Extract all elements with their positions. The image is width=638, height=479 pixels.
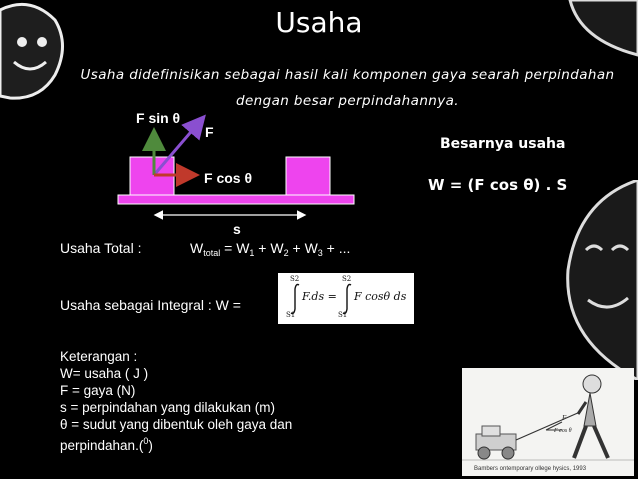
integral-body-1: F.ds = <box>302 290 337 303</box>
photo-label-fcos: F cos θ <box>554 428 572 434</box>
integral-body-2: F cosθ ds <box>354 290 407 303</box>
label-f-sin-theta: F sin θ <box>136 110 181 126</box>
photo-caption: Bambers ontemporary ollege hysics, 1993 <box>474 466 587 472</box>
w2-subscript: 2 <box>283 248 289 258</box>
label-f-cos-theta: F cos θ <box>204 170 253 186</box>
w3-subscript: 3 <box>317 248 323 258</box>
integral-upper-1: S2 <box>290 275 300 283</box>
slide-title: Usaha <box>275 6 363 39</box>
pulling-cart-illustration <box>462 368 634 476</box>
integral-lower-1: S1 <box>286 311 296 319</box>
total-work-eq1: = W <box>220 240 250 256</box>
legend-s: s = perpindahan yang dilakukan (m) <box>60 400 276 415</box>
integral-upper-2: S2 <box>342 275 352 283</box>
integral-formula-image <box>278 273 414 324</box>
definition-line-2: dengan besar perpindahannya. <box>236 93 459 109</box>
legend-theta-2-prefix: perpindahan.( <box>60 438 144 453</box>
legend-theta: θ = sudut yang dibentuk oleh gaya dan <box>60 417 293 432</box>
total-work-tail: + ... <box>322 240 351 256</box>
integral-lower-2: S1 <box>338 311 348 319</box>
label-displacement-s: s <box>233 221 241 237</box>
total-work-eq3: + W <box>288 240 318 256</box>
legend-block <box>60 348 292 454</box>
ground-surface <box>118 195 354 204</box>
total-work-w: W <box>190 240 204 256</box>
total-work-subscript: total <box>203 248 221 258</box>
label-f: F <box>205 124 214 140</box>
photo-label-f: F <box>562 414 567 422</box>
background-face-decoration-right <box>528 180 638 380</box>
person-pulling-toy-illustration <box>462 368 634 476</box>
legend-w: W= usaha ( J ) <box>60 366 149 381</box>
work-formula: W = (F cos θ) . S <box>428 176 568 194</box>
work-magnitude-heading: Besarnya usaha <box>440 136 566 152</box>
w1-subscript: 1 <box>249 248 255 258</box>
legend-heading: Keterangan : <box>60 349 138 364</box>
definition-line-1: Usaha didefinisikan sebagai hasil kali komponen gaya searah perpindahan <box>80 67 615 83</box>
legend-theta-2 <box>60 433 292 454</box>
block-final <box>286 157 330 195</box>
total-work-label: Usaha Total : <box>60 240 142 256</box>
force-f-arrow <box>154 119 202 175</box>
legend-f: F = gaya (N) <box>60 383 136 398</box>
total-work-eq2: + W <box>254 240 284 256</box>
total-work-equation <box>190 240 350 258</box>
legend-theta-2-suffix: ) <box>148 438 153 453</box>
legend-theta-2-sup: 0 <box>143 436 149 446</box>
integral-work-label: Usaha sebagai Integral : W = <box>60 297 241 313</box>
